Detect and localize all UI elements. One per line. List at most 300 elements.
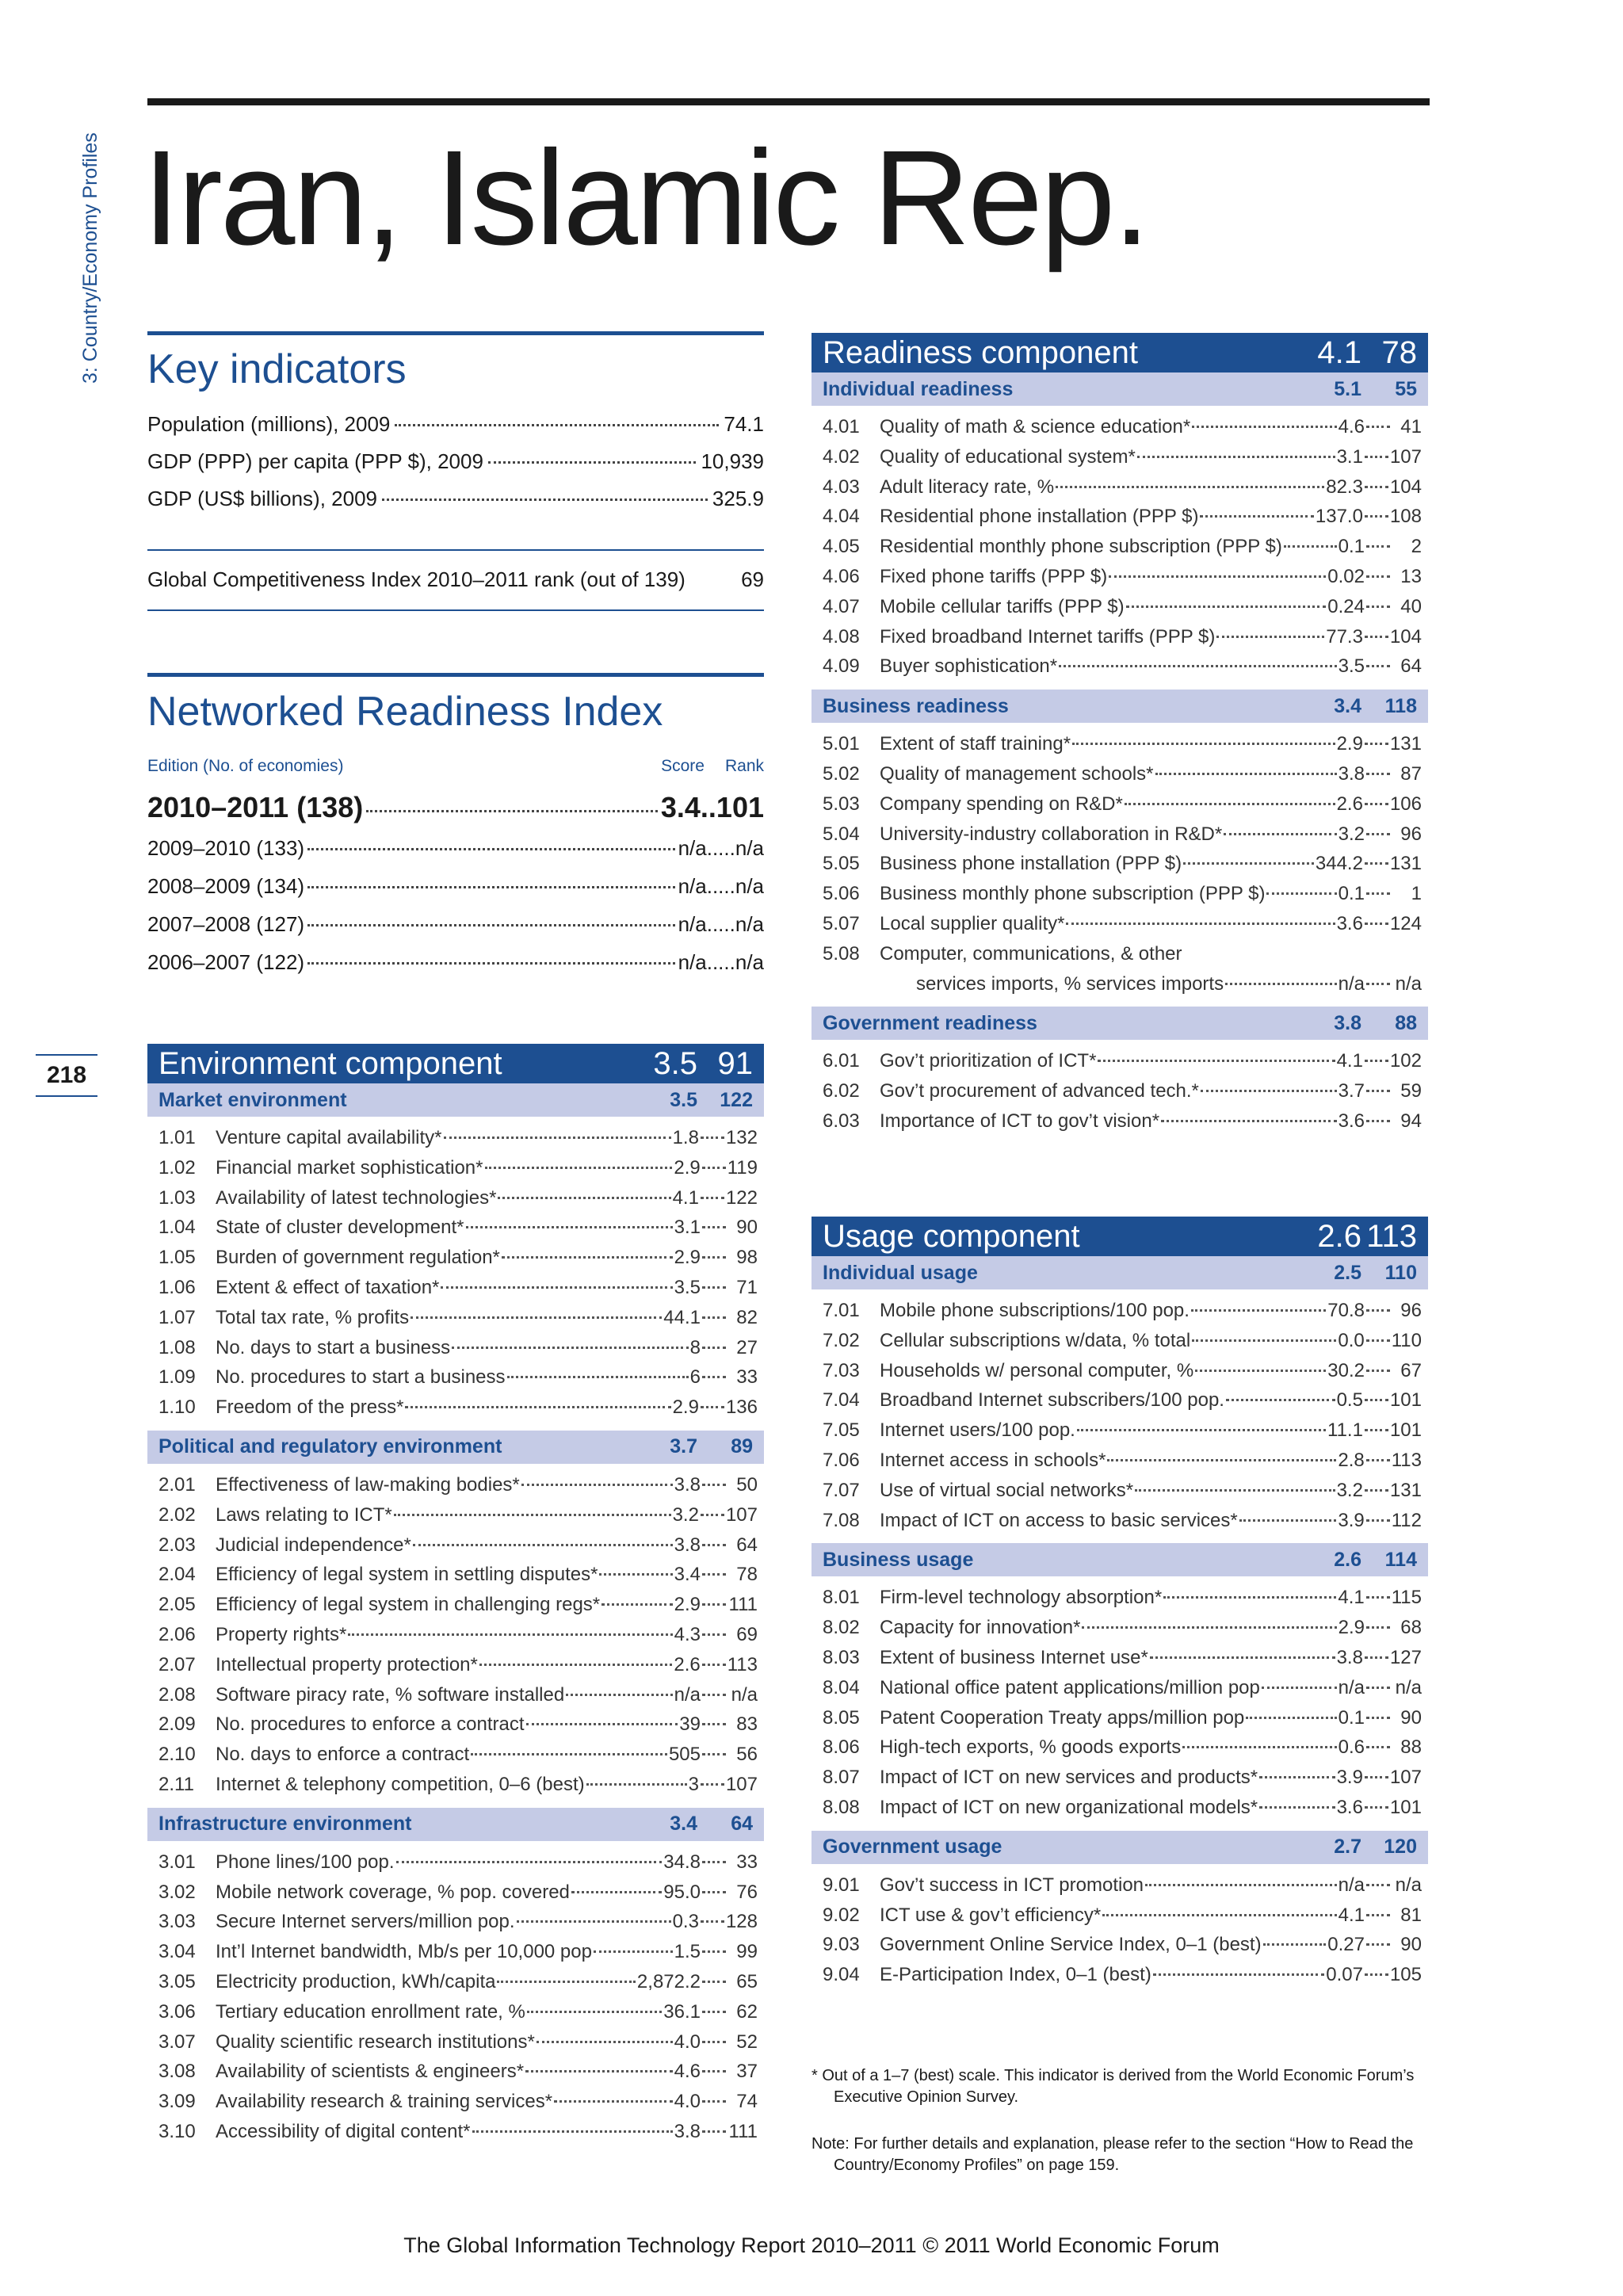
indicator-label: Availability of scientists & engineers* (216, 2061, 525, 2083)
indicator-code: 4.02 (823, 445, 860, 468)
indicator-rank: 101 (1389, 1796, 1422, 1818)
leader-dots (471, 1753, 667, 1755)
indicator-value: 44.1 (663, 1306, 701, 1328)
leader-dots (1365, 1399, 1388, 1401)
indicator-rank: 41 (1400, 416, 1422, 437)
indicator-rank: 68 (1400, 1617, 1422, 1639)
pillar-score: 2.6 (1334, 1548, 1361, 1571)
pillar-header (147, 1808, 764, 1841)
indicator-code: 7.04 (823, 1389, 860, 1412)
leader-dots (1366, 665, 1390, 667)
indicator-rank: 37 (736, 2061, 758, 2083)
indicator-label: Judicial independence* (216, 1534, 411, 1556)
leader-dots (1366, 1717, 1390, 1719)
indicator-row (147, 1878, 764, 1908)
leader-dots (702, 1664, 726, 1666)
indicator-rank: 90 (1400, 1706, 1422, 1729)
indicator-row (812, 1046, 1428, 1076)
indicator-code: 5.01 (823, 733, 860, 755)
indicator-value: n/a (1338, 1676, 1365, 1698)
leader-dots (1059, 665, 1337, 667)
indicator-list (812, 1040, 1428, 1144)
leader-dots (702, 1347, 726, 1349)
leader-dots (701, 1783, 724, 1786)
nri-history-value: n/a.....n/a (678, 950, 764, 974)
pillar-title: Government readiness (823, 1011, 1037, 1034)
indicator-value: 30.2 (1327, 1359, 1365, 1381)
nri-history-line (147, 874, 764, 899)
indicator-label: High-tech exports, % goods exports (880, 1736, 1182, 1759)
indicator-row (147, 2117, 764, 2147)
leader-dots (702, 1544, 726, 1546)
key-indicator-line (147, 449, 764, 474)
indicator-rank: 128 (725, 1911, 758, 1933)
indicator-row (147, 1243, 764, 1273)
leader-dots (702, 1723, 726, 1725)
indicator-value: 2.8 (1338, 1449, 1365, 1471)
leader-dots (1365, 1656, 1388, 1659)
gci-top-rule (147, 549, 764, 551)
indicator-row (147, 1153, 764, 1183)
leader-dots (307, 962, 675, 965)
indicator-row (147, 1470, 764, 1500)
indicator-row (147, 1770, 764, 1800)
indicator-row (812, 1076, 1428, 1106)
indicator-rank: 96 (1400, 1300, 1422, 1321)
indicator-value: 3.8 (1336, 1646, 1363, 1668)
pillar-title: Government usage (823, 1836, 1002, 1859)
pillar-title: Market environment (158, 1088, 347, 1111)
pillar-header (147, 1083, 764, 1117)
indicator-value: n/a (1338, 1874, 1365, 1896)
indicator-label: Property rights* (216, 1623, 347, 1645)
indicator-label: Residential phone installation (PPP $) (880, 506, 1199, 528)
leader-dots (601, 1603, 672, 1606)
leader-dots (1366, 773, 1390, 775)
leader-dots (1365, 862, 1388, 865)
leader-dots (571, 1891, 662, 1893)
pillar-header (147, 1431, 764, 1464)
indicator-value: 137.0 (1315, 506, 1363, 528)
indicator-rank: 127 (1389, 1646, 1422, 1668)
indicator-value: 6 (689, 1366, 701, 1389)
indicator-value: 77.3 (1326, 625, 1363, 648)
leader-dots (525, 2070, 673, 2073)
pillar-score: 3.4 (1334, 694, 1361, 717)
leader-dots (502, 1256, 673, 1259)
pillar-score: 2.7 (1334, 1836, 1361, 1859)
indicator-rank: 104 (1389, 625, 1422, 648)
pillar-header (812, 372, 1428, 406)
indicator-rank: 119 (727, 1156, 758, 1179)
nri-col-score: Score (661, 757, 705, 775)
leader-dots (1155, 773, 1337, 775)
indicator-rank: 115 (1391, 1587, 1422, 1609)
nri-column-headers (147, 757, 764, 776)
indicator-row (812, 1385, 1428, 1415)
indicator-label: Local supplier quality* (880, 912, 1065, 934)
indicator-label: State of cluster development* (216, 1217, 464, 1239)
leader-dots (1366, 1746, 1390, 1748)
leader-dots (1365, 743, 1388, 745)
indicator-label: Fixed broadband Internet tariffs (PPP $) (880, 625, 1216, 648)
indicator-value: n/a (674, 1683, 701, 1706)
indicator-code: 4.05 (823, 536, 860, 558)
component-score: 4.1 (1317, 334, 1361, 370)
indicator-code: 1.03 (158, 1186, 196, 1209)
indicator-value: 95.0 (663, 1881, 701, 1903)
indicator-code: 1.07 (158, 1306, 196, 1328)
indicator-label: Internet users/100 pop. (880, 1419, 1075, 1442)
indicator-label: Venture capital availability* (216, 1127, 442, 1148)
indicator-code: 3.08 (158, 2061, 196, 2083)
leader-dots (1239, 1519, 1337, 1522)
leader-dots (537, 2041, 673, 2043)
leader-dots (498, 1197, 670, 1199)
nri-rule (147, 673, 764, 677)
indicator-code: 2.11 (158, 1773, 194, 1795)
pillar-score: 5.1 (1334, 377, 1361, 400)
nri-current-label: 2010–2011 (138) (147, 791, 364, 823)
indicator-value: 4.1 (672, 1186, 699, 1209)
indicator-label: Extent & effect of taxation* (216, 1276, 440, 1298)
pillar-title: Infrastructure environment (158, 1813, 412, 1836)
pillar-title: Business readiness (823, 694, 1009, 717)
leader-dots (702, 1753, 726, 1755)
pillar-rank: 64 (731, 1813, 753, 1836)
indicator-code: 8.06 (823, 1736, 860, 1759)
indicator-list (147, 1464, 764, 1808)
indicator-rank: 110 (1391, 1329, 1422, 1351)
indicator-label: Electricity production, kWh/capita (216, 1970, 496, 1992)
indicator-row (812, 1613, 1428, 1643)
indicator-rank: 78 (736, 1564, 758, 1586)
leader-dots (702, 1891, 726, 1893)
indicator-code: 9.03 (823, 1934, 860, 1956)
indicator-label: Laws relating to ICT* (216, 1503, 392, 1526)
leader-dots (702, 1981, 726, 1983)
component-header (147, 1044, 764, 1083)
indicator-rank: 90 (1400, 1934, 1422, 1956)
indicator-value: 3.6 (1336, 912, 1363, 934)
indicator-value: 1.8 (672, 1127, 699, 1148)
indicator-value: 4.6 (674, 2061, 701, 2083)
leader-dots (1056, 486, 1324, 488)
indicator-rank: 82 (736, 1306, 758, 1328)
component-header (812, 1217, 1428, 1256)
nri-history-line (147, 912, 764, 937)
indicator-label: Importance of ICT to gov’t vision* (880, 1110, 1160, 1132)
leader-dots (1082, 1626, 1336, 1629)
indicator-rank: 113 (727, 1653, 758, 1675)
indicator-rank: 67 (1400, 1359, 1422, 1381)
top-rule (147, 98, 1430, 105)
pillar-rank: 88 (1395, 1011, 1417, 1034)
indicator-code: 4.01 (823, 416, 860, 437)
indicator-rank: 108 (1389, 506, 1422, 528)
indicator-label: No. days to enforce a contract (216, 1744, 470, 1766)
key-indicator-line (147, 412, 764, 437)
leader-dots (1366, 1120, 1390, 1122)
indicator-value: 3.2 (1338, 823, 1365, 845)
indicator-rank: 136 (725, 1396, 758, 1419)
indicator-rank: 107 (725, 1773, 758, 1795)
indicator-code: 4.06 (823, 565, 860, 587)
component-header (812, 333, 1428, 372)
indicator-value: 3.6 (1336, 1796, 1363, 1818)
pillar-rank: 120 (1384, 1836, 1417, 1859)
indicator-row (147, 1937, 764, 1967)
indicator-label: Patent Cooperation Treaty apps/million pop (880, 1706, 1245, 1729)
indicator-value: 11.1 (1327, 1419, 1363, 1442)
indicator-rank: 111 (728, 2120, 758, 2142)
key-indicators-rule (147, 331, 764, 335)
indicator-row (147, 1362, 764, 1392)
leader-dots (441, 1286, 672, 1289)
pillar-title: Individual readiness (823, 377, 1014, 400)
leader-dots (702, 2100, 726, 2103)
leader-dots (479, 1664, 673, 1666)
leader-dots (702, 1376, 726, 1378)
leader-dots (1366, 833, 1390, 835)
component-rank: 113 (1366, 1218, 1417, 1254)
leader-dots (1366, 1339, 1390, 1342)
indicator-rank: 105 (1389, 1964, 1422, 1986)
indicator-value: 3.8 (674, 1473, 701, 1496)
indicator-row (147, 2087, 764, 2117)
indicator-value: 36.1 (663, 2000, 701, 2023)
indicator-code: 8.03 (823, 1646, 860, 1668)
leader-dots (701, 1514, 724, 1516)
indicator-code: 3.04 (158, 1941, 196, 1963)
indicator-label: Extent of staff training* (880, 733, 1071, 755)
leader-dots (1366, 983, 1390, 985)
indicator-label: Int’l Internet bandwidth, Mb/s per 10,000 pop (216, 1941, 592, 1963)
component-title: Usage component (823, 1218, 1080, 1254)
pillar-score: 3.8 (1334, 1011, 1361, 1034)
leader-dots (1366, 1687, 1390, 1689)
indicator-value: 0.24 (1327, 595, 1365, 617)
indicator-label: Quality of educational system* (880, 445, 1136, 468)
indicator-rank: 50 (736, 1473, 758, 1496)
leader-dots (1201, 1090, 1337, 1092)
page-number: 218 (36, 1054, 97, 1097)
indicator-label: Impact of ICT on new services and products* (880, 1767, 1258, 1789)
indicator-value: 3.8 (674, 2120, 701, 2142)
leader-dots (1125, 803, 1335, 805)
indicator-row (147, 1500, 764, 1530)
indicator-rank: 74 (736, 2091, 758, 2113)
indicator-row (812, 1446, 1428, 1476)
indicator-code: 2.01 (158, 1473, 196, 1496)
leader-dots (1366, 1459, 1390, 1461)
indicator-label: Total tax rate, % profits (216, 1306, 410, 1328)
nri-history-label: 2008–2009 (134) (147, 874, 305, 898)
indicator-label: No. days to start a business (216, 1336, 451, 1358)
leader-dots (1365, 456, 1388, 458)
indicator-rank: 76 (736, 1881, 758, 1903)
pillar-title: Political and regulatory environment (158, 1435, 502, 1458)
indicator-value: 0.02 (1327, 565, 1365, 587)
leader-dots (1366, 1626, 1390, 1629)
leader-dots (1192, 1339, 1336, 1342)
indicator-value: 4.3 (674, 1623, 701, 1645)
indicator-code: 1.08 (158, 1336, 196, 1358)
indicator-row (812, 502, 1428, 532)
indicator-value: 4.0 (674, 2091, 701, 2113)
indicator-row (812, 879, 1428, 909)
indicator-label: Adult literacy rate, % (880, 476, 1055, 498)
indicator-row (812, 472, 1428, 502)
indicator-rank: 102 (1389, 1050, 1422, 1072)
indicator-rank: 59 (1400, 1080, 1422, 1102)
nri-history-label: 2007–2008 (127) (147, 912, 305, 936)
indicator-label: University-industry collaboration in R&D* (880, 823, 1223, 845)
indicator-code: 5.08 (823, 942, 860, 965)
nri-history-line (147, 836, 764, 861)
indicator-label: Buyer sophistication* (880, 655, 1058, 678)
leader-dots (396, 1861, 663, 1863)
indicator-rank: 101 (1389, 1389, 1422, 1412)
leader-dots (394, 1514, 671, 1516)
indicator-rank: 107 (725, 1503, 758, 1526)
indicator-label: Firm-level technology absorption* (880, 1587, 1163, 1609)
indicator-label: Financial market sophistication* (216, 1156, 483, 1179)
indicator-code: 2.07 (158, 1653, 196, 1675)
indicator-value: 34.8 (663, 1851, 701, 1873)
indicator-row (812, 729, 1428, 759)
leader-dots (466, 1226, 673, 1228)
indicator-row (812, 759, 1428, 789)
indicator-row (147, 2027, 764, 2057)
leader-dots (702, 2011, 726, 2013)
leader-dots (1365, 1776, 1388, 1778)
indicator-code: 4.04 (823, 506, 860, 528)
indicator-code: 2.08 (158, 1683, 196, 1706)
leader-dots (1195, 1370, 1326, 1372)
indicator-code: 5.03 (823, 793, 860, 815)
indicator-value: 3.1 (674, 1217, 701, 1239)
indicator-value: 3.9 (1336, 1767, 1363, 1789)
indicator-row (147, 1213, 764, 1243)
indicator-code: 1.01 (158, 1127, 196, 1148)
footnote-note (812, 2134, 1430, 2176)
leader-dots (348, 1633, 672, 1636)
indicator-rank: 122 (725, 1186, 758, 1209)
indicator-rank: 131 (1389, 1479, 1422, 1501)
component-title: Readiness component (823, 334, 1139, 370)
footnote-scale-text: * Out of a 1–7 (best) scale. This indicator is derived from the World Economic Forum’s Executive Opinion Survey. (812, 2067, 1415, 2106)
indicator-value: 3.8 (1338, 762, 1365, 785)
nri-current-value: 3.4..101 (660, 791, 764, 823)
component-rank: 78 (1381, 334, 1417, 370)
leader-dots (1098, 1060, 1335, 1062)
indicator-value: 2.6 (1336, 793, 1363, 815)
leader-dots (702, 1316, 726, 1319)
leader-dots (517, 1920, 671, 1923)
indicator-value: 39 (679, 1713, 701, 1736)
leader-dots (701, 1137, 724, 1139)
indicator-value: 2.9 (1336, 733, 1363, 755)
leader-dots (554, 2100, 673, 2103)
indicator-code: 7.01 (823, 1300, 860, 1321)
indicator-label: Impact of ICT on access to basic services* (880, 1509, 1238, 1531)
indicator-code: 2.09 (158, 1713, 196, 1736)
key-indicator-label: GDP (US$ billions), 2009 (147, 487, 377, 510)
indicator-code: 6.03 (823, 1110, 860, 1132)
nri-col-rank: Rank (724, 757, 764, 775)
pillar-header (812, 690, 1428, 723)
leader-dots (1107, 1459, 1336, 1461)
indicator-value: n/a (1338, 972, 1365, 995)
indicator-row (812, 1356, 1428, 1386)
leader-dots (1365, 486, 1388, 488)
indicator-code: 5.06 (823, 883, 860, 905)
indicator-label: Extent of business Internet use* (880, 1646, 1148, 1668)
indicator-rank: 101 (1389, 1419, 1422, 1442)
indicator-code: 2.10 (158, 1744, 196, 1766)
leader-dots (701, 1197, 724, 1199)
indicator-code: 8.08 (823, 1796, 860, 1818)
pillar-score: 3.4 (670, 1813, 697, 1836)
key-indicator-label: GDP (PPP) per capita (PPP $), 2009 (147, 449, 483, 473)
indicator-label-continued: services imports, % services imports (916, 972, 1224, 995)
indicator-label: Gov’t success in ICT promotion (880, 1874, 1144, 1896)
indicator-row (812, 909, 1428, 939)
leader-dots (599, 1573, 672, 1576)
indicator-rank: 88 (1400, 1736, 1422, 1759)
nri-history-value: n/a.....n/a (678, 836, 764, 860)
indicator-row (812, 1673, 1428, 1703)
key-indicator-value: 10,939 (701, 449, 764, 473)
indicator-value: 82.3 (1326, 476, 1363, 498)
pillar-title: Individual usage (823, 1261, 978, 1284)
indicator-label: Availability of latest technologies* (216, 1186, 497, 1209)
indicator-value: 2.9 (674, 1594, 701, 1616)
indicator-value: 3.5 (1338, 655, 1365, 678)
component-score: 2.6 (1317, 1218, 1361, 1254)
indicator-code: 3.09 (158, 2091, 196, 2113)
leader-dots (1365, 515, 1388, 518)
indicator-label: Quality of management schools* (880, 762, 1154, 785)
indicator-value: 3.5 (674, 1276, 701, 1298)
indicator-code: 7.06 (823, 1449, 860, 1471)
leader-dots (382, 499, 708, 501)
indicator-code: 8.07 (823, 1767, 860, 1789)
pillar-rank: 118 (1384, 694, 1417, 717)
leader-dots (526, 1723, 678, 1725)
indicator-value: 3 (688, 1773, 699, 1795)
indicator-value: 1.5 (674, 1941, 701, 1963)
component-title: Environment component (158, 1045, 502, 1081)
pillar-rank: 122 (720, 1088, 753, 1111)
indicator-value: 8 (689, 1336, 701, 1358)
indicator-code: 8.01 (823, 1587, 860, 1609)
indicator-list (812, 1864, 1428, 1998)
indicator-code: 4.08 (823, 625, 860, 648)
pillar-score: 2.5 (1334, 1261, 1361, 1284)
leader-dots (1366, 1370, 1390, 1372)
indicator-rank: 69 (736, 1623, 758, 1645)
nri-col-edition: Edition (No. of economies) (147, 757, 344, 775)
indicator-rank: n/a (731, 1683, 758, 1706)
leader-dots (1182, 1746, 1336, 1748)
indicator-label: ICT use & gov’t efficiency* (880, 1904, 1102, 1926)
indicator-label: Freedom of the press* (216, 1396, 404, 1419)
indicator-row (812, 1506, 1428, 1536)
leader-dots (702, 1633, 726, 1636)
leader-dots (702, 1861, 726, 1863)
